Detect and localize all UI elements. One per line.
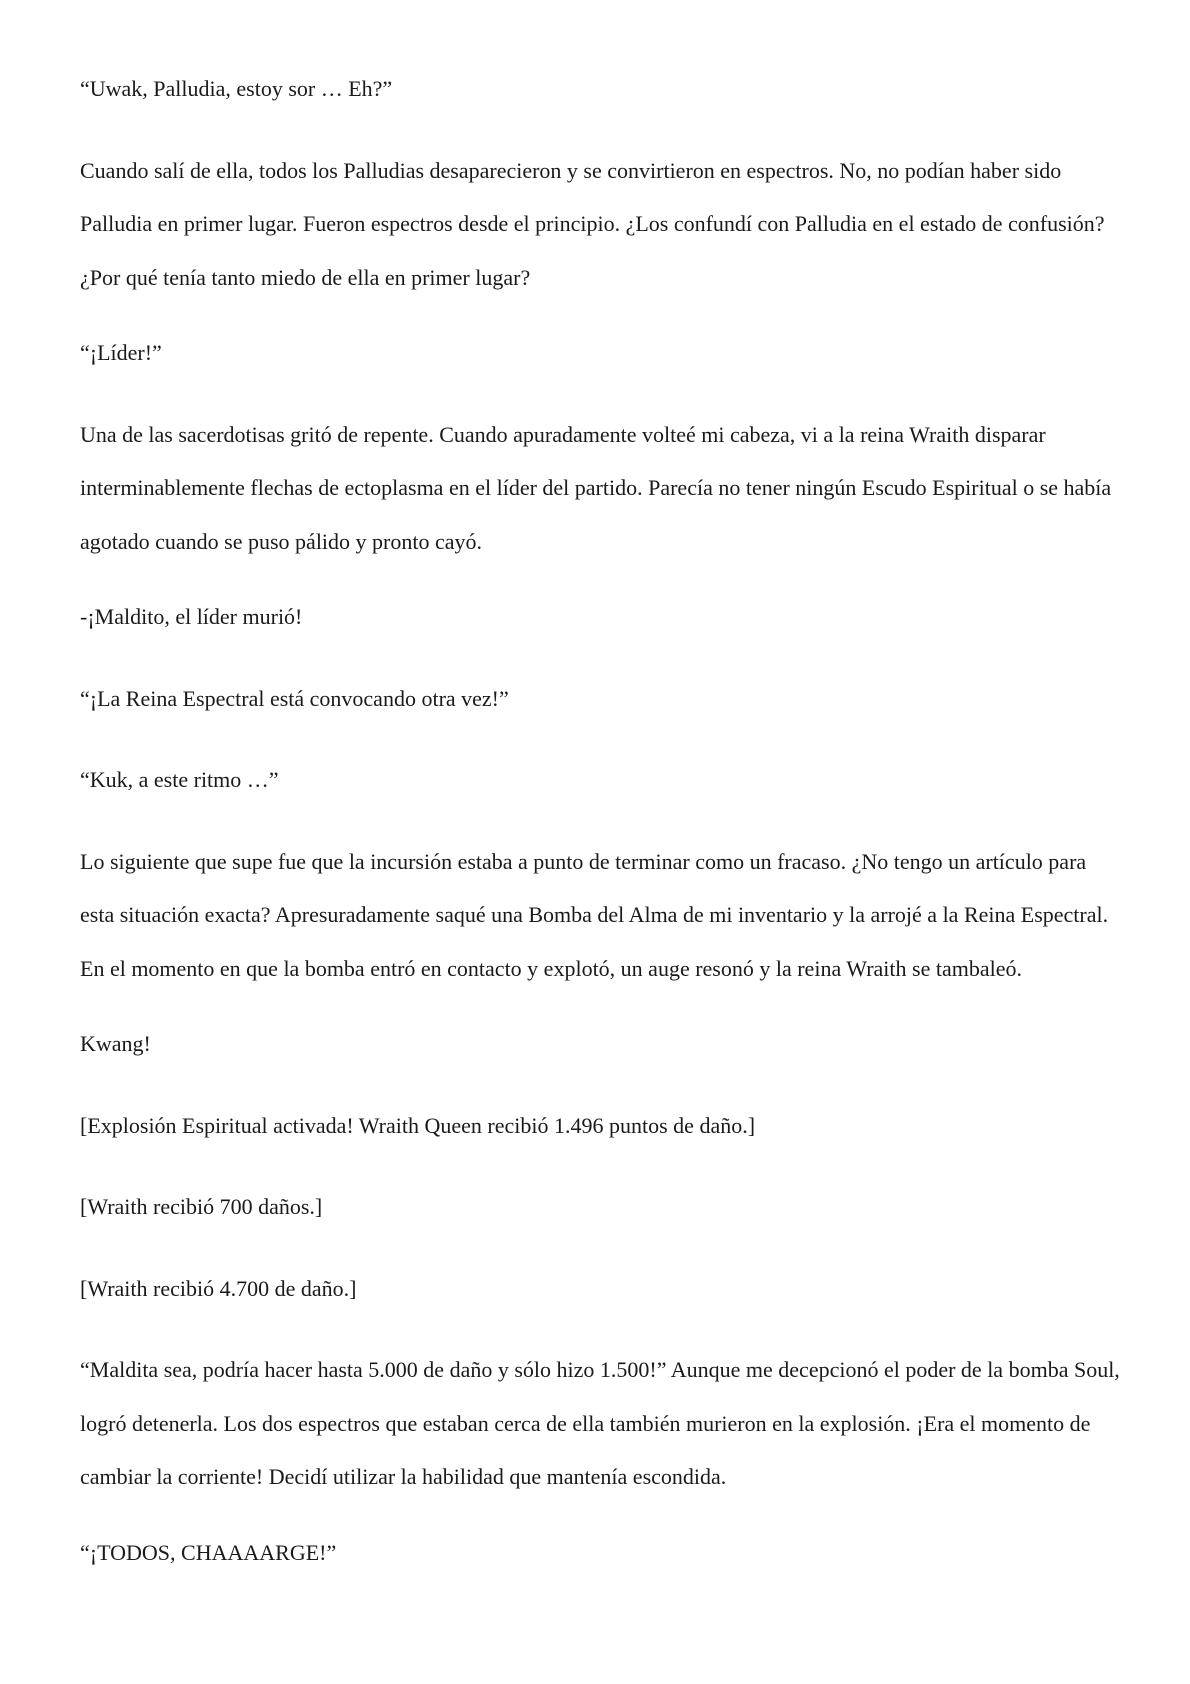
paragraph-11: [Wraith recibió 700 daños.] [80,1194,323,1219]
document-page [80,62,1120,1607]
paragraph-14: “¡TODOS, CHAAAARGE!” [80,1539,337,1565]
paragraph-6: “¡La Reina Espectral está convocando otra vez!” [80,685,509,711]
paragraph-3: “¡Líder!” [80,340,162,365]
paragraph-4: Una de las sacerdotisas gritó de repente. Cuando apuradamente volteé mi cabeza, vi a la reina Wraith disparar interminablemente flechas de ectoplasma en el líder del partido. Parecía no tener ningún Escudo Espiritual o se había agotado cuando se puso pálido y pronto cayó. [80,421,1112,554]
paragraph-7: “Kuk, a este ritmo …” [80,767,279,792]
paragraph-5: -¡Maldito, el líder murió! [80,604,303,629]
paragraph-12: [Wraith recibió 4.700 de daño.] [80,1275,357,1301]
paragraph-9: Kwang! [80,1031,151,1056]
paragraph-13: “Maldita sea, podría hacer hasta 5.000 de daño y sólo hizo 1.500!” Aunque me decepcionó el poder de la bomba Soul, logró detenerla. Los dos espectros que estaban cerca de ella también murieron en la explosión. ¡Era el momento de cambiar la corriente! Decidí utilizar la habilidad que mantenía escondida. [80,1357,1120,1489]
paragraph-2: Cuando salí de ella, todos los Palludias desaparecieron y se convirtieron en espectros. No, no podían haber sido Palludia en primer lugar. Fueron espectros desde el principio. ¿Los confundí con Palludia en el estado de confusión? ¿Por qué tenía tanto miedo de ella en primer lugar? [80,157,1105,290]
paragraph-10: [Explosión Espiritual activada! Wraith Queen recibió 1.496 puntos de daño.] [80,1112,756,1138]
paragraph-1: “Uwak, Palludia, estoy sor … Eh?” [80,76,393,101]
paragraph-8: Lo siguiente que supe fue que la incursión estaba a punto de terminar como un fracaso. ¿No tengo un artículo para esta situación exacta? Apresuradamente saqué una Bomba del Alma de mi inventario y la arrojé a la Reina Espectral. En el momento en que la bomba entró en contacto y explotó, un auge resonó y la reina Wraith se tambaleó. [80,848,1109,981]
